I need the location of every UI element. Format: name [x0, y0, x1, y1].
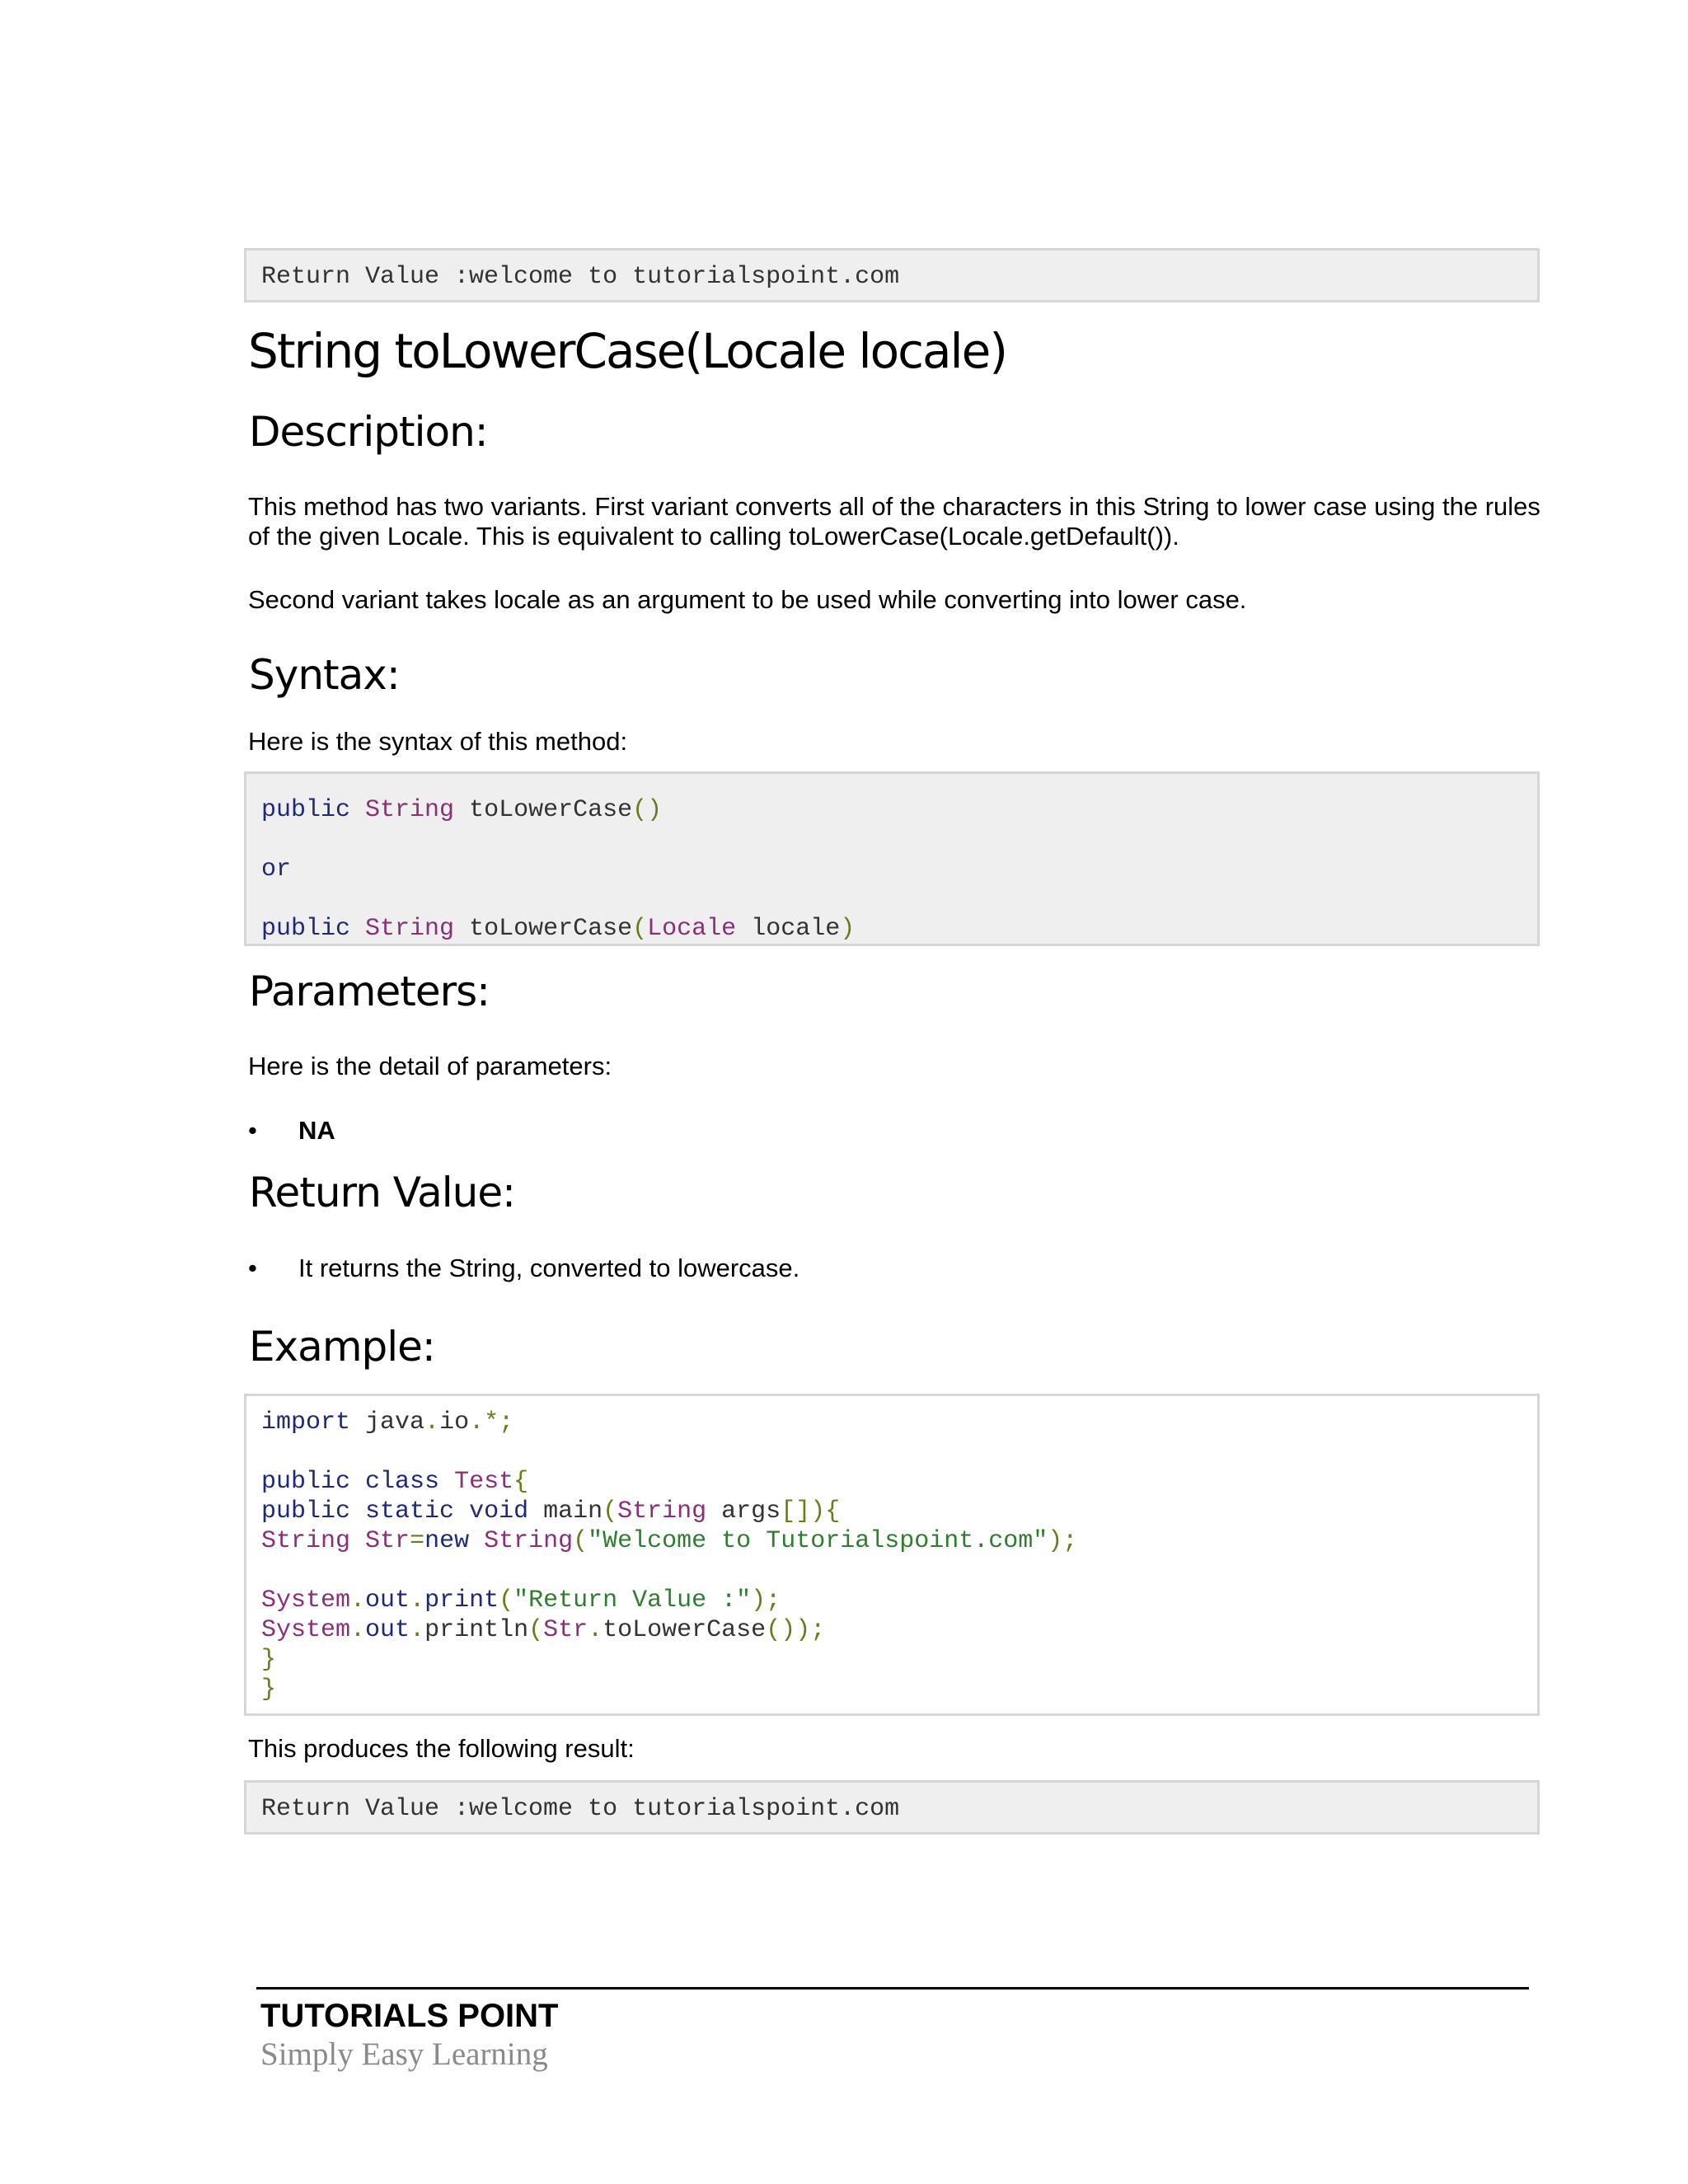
- footer-divider: [256, 1987, 1529, 1990]
- footer-brand: TUTORIALS POINT: [260, 1998, 559, 2034]
- syntax-heading: Syntax:: [249, 651, 400, 699]
- parameters-heading: Parameters:: [249, 968, 490, 1015]
- example-result-text: Return Value :welcome to tutorialspoint.com: [261, 1795, 900, 1823]
- bullet-icon: •: [248, 1116, 257, 1145]
- top-output-box: [244, 248, 1540, 302]
- footer-tagline: Simply Easy Learning: [260, 2036, 548, 2072]
- top-output-text: Return Value :welcome to tutorialspoint.com: [261, 263, 900, 291]
- description-para-1: This method has two variants. First variant converts all of the characters in this String to lower case using the rules of the given Locale. This is equivalent to calling toLowerCase(Locale.getDefault()).: [248, 492, 1540, 551]
- syntax-code-box: public String toLowerCase() or public String toLowerCase(Locale locale): [244, 771, 1540, 946]
- example-result-box: [244, 1780, 1540, 1835]
- parameters-intro: Here is the detail of parameters:: [248, 1052, 612, 1080]
- example-result-intro: This produces the following result:: [248, 1734, 635, 1763]
- description-para-2: Second variant takes locale as an argument to be used while converting into lower case.: [248, 585, 1247, 614]
- description-heading: Description:: [249, 408, 488, 456]
- page-title: String toLowerCase(Locale locale): [248, 323, 1006, 379]
- document-page: Return Value :welcome to tutorialspoint.com String toLowerCase(Locale locale) Description: This method has two variants. First variant converts all of the characters in this String to lower case using the rules of the given Locale. This is equivalent to calling toLowerCase(Locale.getDefault()). Second variant takes locale as an argument to be used while converting into lower case. Syntax: Here is the syntax of this method: public String toLowerCase() or public String toLowerCase(Locale locale) Parameters: Here is the detail of parameters: • NA Return Value: • It returns the String, converted to lowercase. Example: import java.io.*; public class Test{ public static void main(String args[]){ String Str=new String("Welcome to Tutorialspoint.com"); System.out.print("Return Value :"); System.out.println(Str.toLowerCase()); } } This produces the following result: Return Value :welcome to tutorialspoint.com TUTORIALS POINT Simply Easy Learning: [0, 0, 1688, 2184]
- syntax-intro: Here is the syntax of this method:: [248, 727, 628, 756]
- return-value-heading: Return Value:: [249, 1169, 515, 1216]
- bullet-icon: •: [248, 1254, 257, 1282]
- example-heading: Example:: [249, 1323, 435, 1371]
- example-code-box: import java.io.*; public class Test{ public static void main(String args[]){ String Str=new String("Welcome to Tutorialspoint.com"); System.out.print("Return Value :"); System.out.println(Str.toLowerCase()); } }: [244, 1394, 1540, 1716]
